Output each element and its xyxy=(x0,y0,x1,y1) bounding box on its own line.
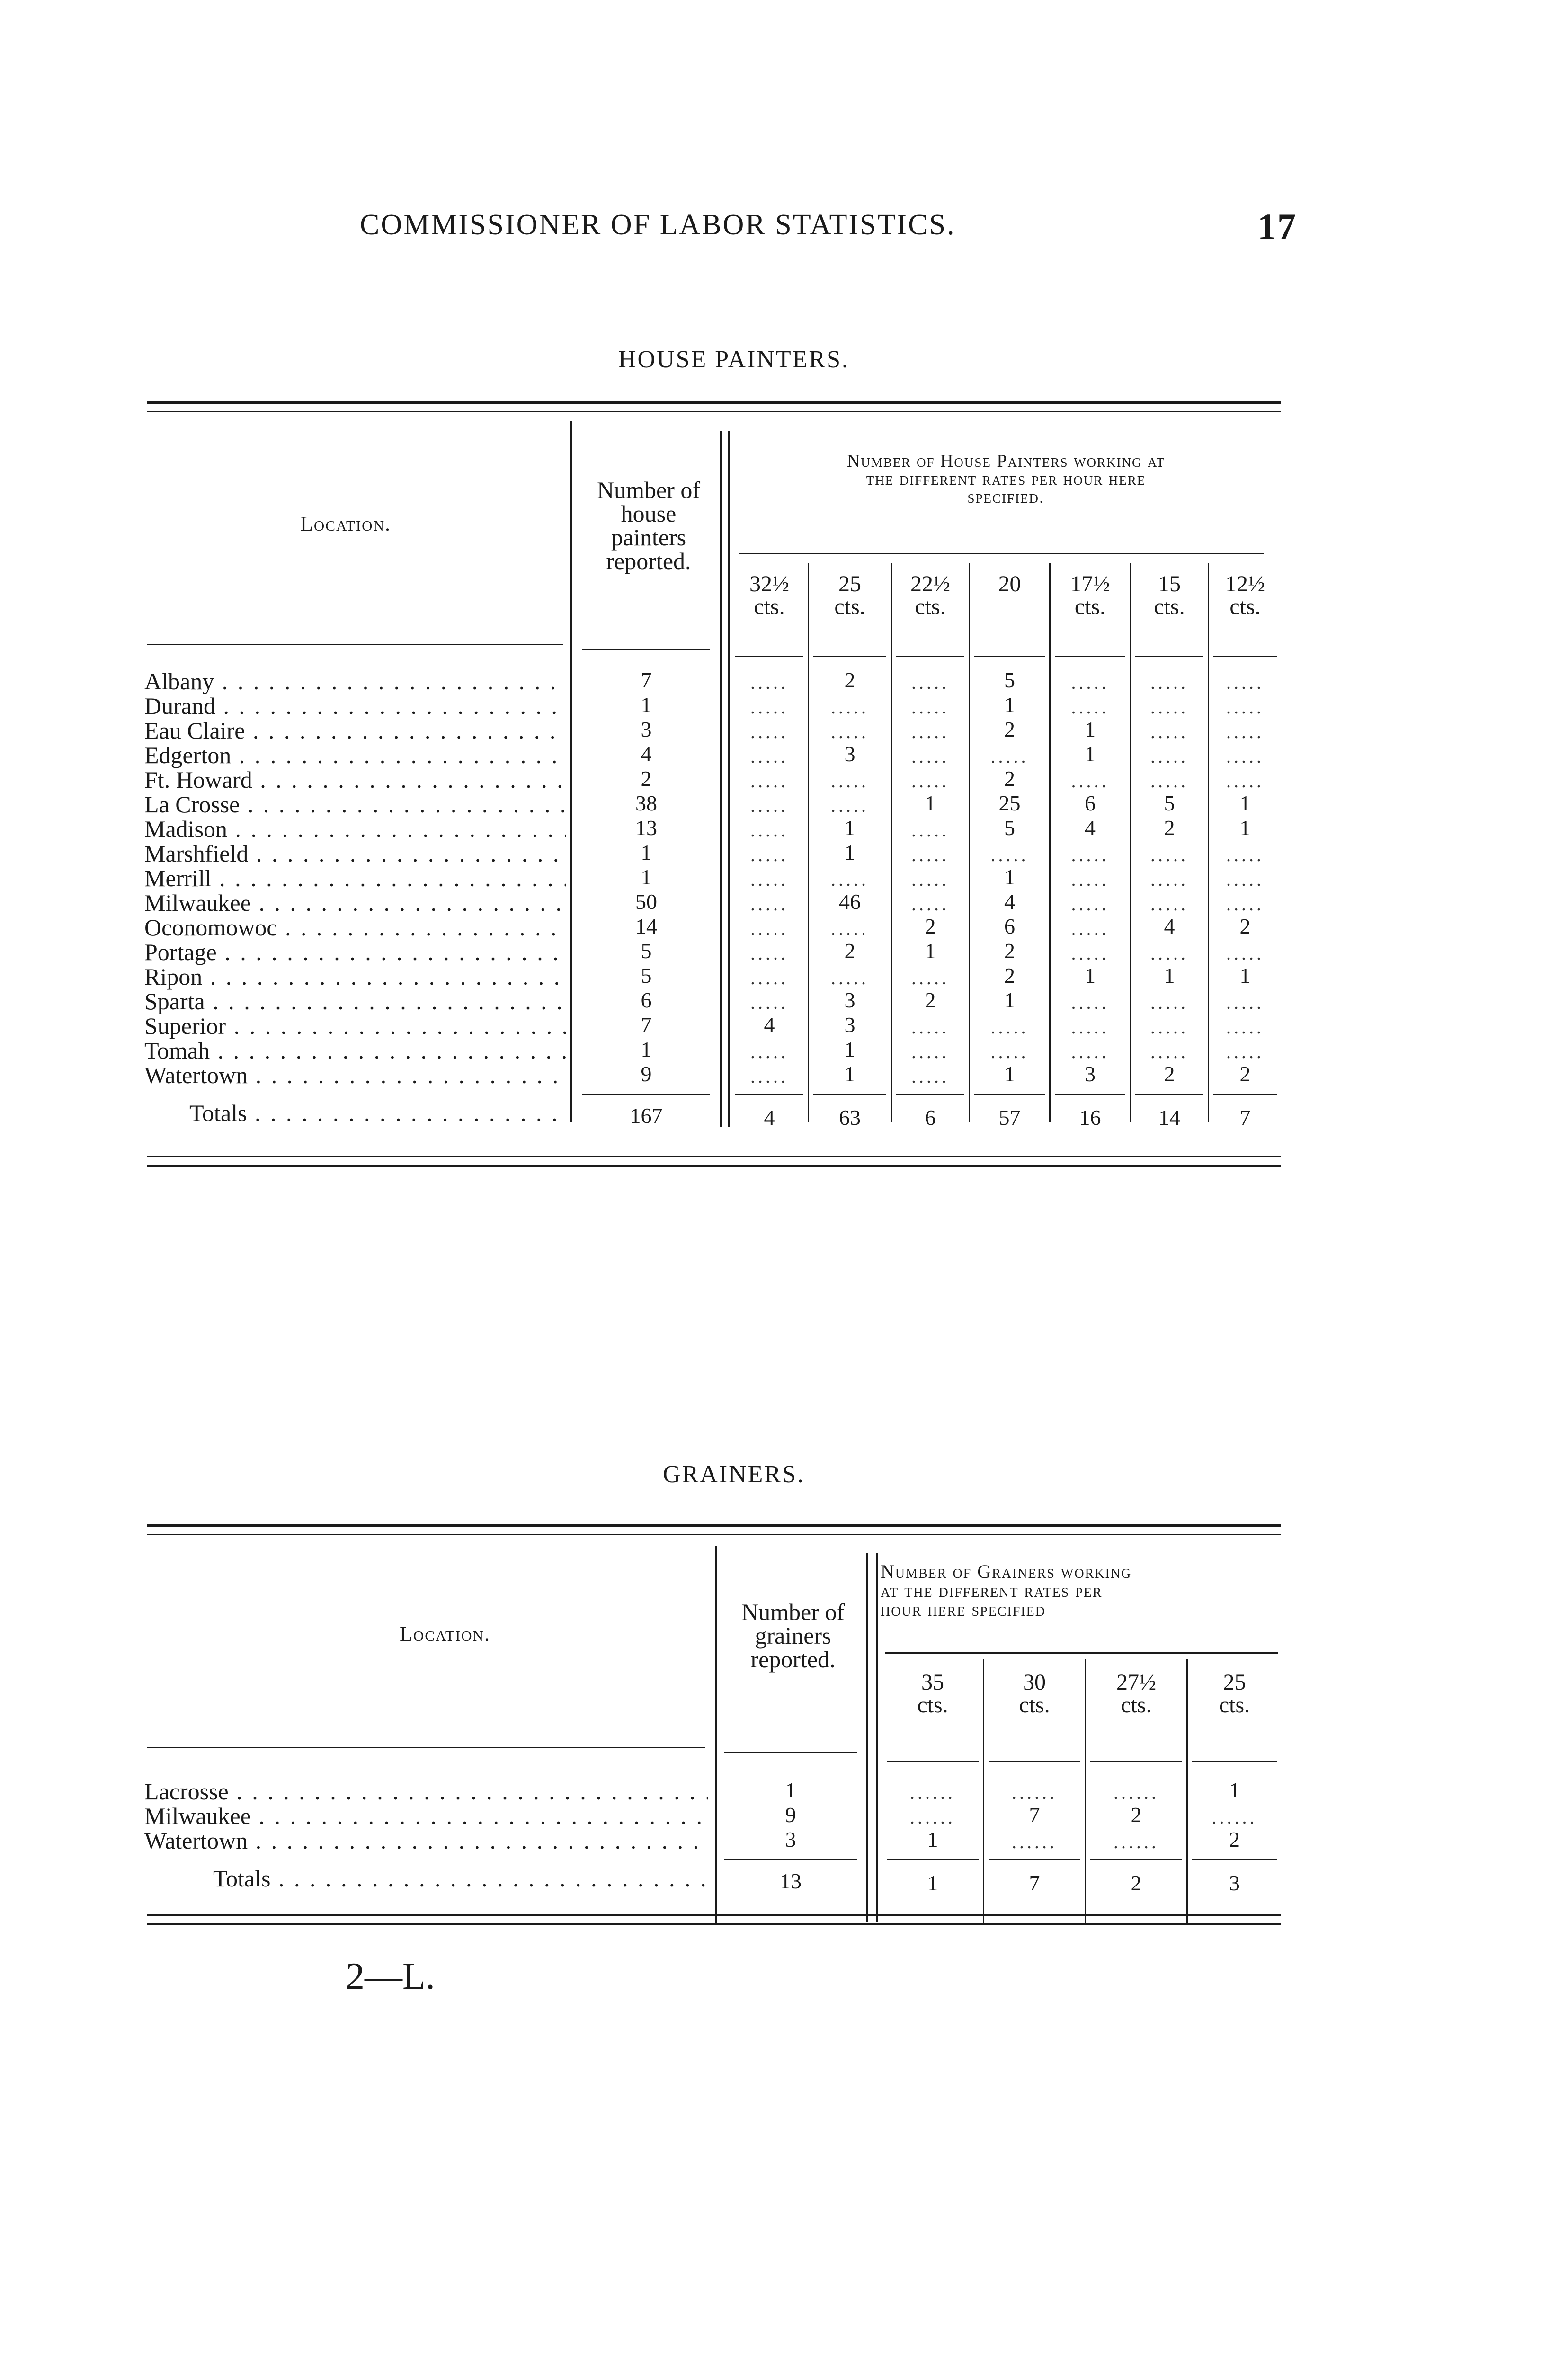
painters-location-header-line: Location. xyxy=(300,512,391,535)
painters-row-rate-value: 2 xyxy=(1004,766,1015,791)
painters-row-rate-empty: ..... xyxy=(1226,869,1264,890)
painters-row-count: 1 xyxy=(641,1037,652,1061)
grainers-rate-header-line: cts. xyxy=(917,1692,948,1717)
painters-row-rate-value: 2 xyxy=(844,668,855,692)
painters-row-rate-empty: ..... xyxy=(750,992,788,1013)
painters-row-count: 38 xyxy=(635,791,657,815)
painters-rate-header-line: cts. xyxy=(754,594,785,619)
painters-row-rate-empty: ..... xyxy=(831,869,869,890)
painters-row-rate-value: 2 xyxy=(1004,717,1015,741)
painters-row-count: 3 xyxy=(641,717,652,741)
painters-row-rate-empty: ..... xyxy=(1071,918,1109,939)
grainers-row-rate-empty: ...... xyxy=(1012,1782,1057,1803)
painters-row-rate-empty: ..... xyxy=(1150,992,1188,1013)
painters-row-rate-empty: ..... xyxy=(1071,893,1109,915)
grainers-row-location: Watertown . . . xyxy=(144,1827,708,1854)
grainers-rate-column-divider xyxy=(1186,1659,1188,1924)
painters-row-rate-value: 2 xyxy=(1164,1062,1175,1086)
painters-title: HOUSE PAINTERS. xyxy=(618,346,850,373)
grainers-divider-count-left xyxy=(715,1546,717,1924)
grainers-group-header xyxy=(881,1562,1283,1619)
painters-row-rate-empty: ..... xyxy=(911,1016,949,1038)
painters-row-rate-empty: ..... xyxy=(1226,1016,1264,1038)
grainers-rate-header-underline xyxy=(1192,1761,1277,1762)
painters-row-rate-empty: ..... xyxy=(1071,992,1109,1013)
painters-row-rate-empty: ..... xyxy=(1071,1016,1109,1038)
painters-row-rate-empty: ..... xyxy=(750,721,788,742)
painters-row-rate-value: 1 xyxy=(1164,963,1175,988)
painters-row-rate-empty: ..... xyxy=(1226,1041,1264,1062)
painters-row-rate-value: 1 xyxy=(925,791,936,815)
painters-row-rate-value: 2 xyxy=(1164,816,1175,840)
painters-row-rate-empty: ..... xyxy=(750,1066,788,1087)
painters-row-rate-value: 1 xyxy=(844,840,855,864)
painters-row-rate-value: 1 xyxy=(1004,988,1015,1012)
painters-row-rate-value: 4 xyxy=(1085,816,1096,840)
painters-row-rate-empty: ..... xyxy=(911,696,949,718)
painters-row-rate-empty: ..... xyxy=(750,795,788,816)
grainers-rate-header xyxy=(1188,1671,1281,1717)
grainers-totals-label: Totals . . . xyxy=(213,1865,708,1892)
painters-row-rate-empty: ..... xyxy=(1071,770,1109,792)
painters-row-rate-value: 3 xyxy=(844,1013,855,1037)
painters-row-count: 1 xyxy=(641,840,652,864)
painters-row-rate-empty: ..... xyxy=(1226,770,1264,792)
painters-totals-rate: 63 xyxy=(839,1105,861,1130)
painters-row-location: Superior . . . xyxy=(144,1012,566,1040)
painters-row-location: Oconomowoc . . . xyxy=(144,914,566,941)
painters-row-rate-empty: ..... xyxy=(831,721,869,742)
painters-row-location: La Crosse . . . xyxy=(144,791,566,818)
grainers-count-header xyxy=(717,1600,869,1671)
grainers-row-count: 1 xyxy=(785,1778,796,1802)
painters-totals-rate: 6 xyxy=(925,1105,936,1130)
grainers-rate-header-line: 35 xyxy=(921,1670,944,1695)
grainers-totals-rate: 1 xyxy=(927,1871,938,1895)
painters-row-count: 1 xyxy=(641,693,652,717)
painters-row-rate-empty: ..... xyxy=(1150,746,1188,767)
painters-row-rate-empty: ..... xyxy=(1071,672,1109,693)
painters-row-rate-value: 25 xyxy=(998,791,1021,815)
grainers-row-rate-empty: ...... xyxy=(1212,1806,1257,1828)
painters-row-rate-empty: ..... xyxy=(911,746,949,767)
grainers-group-header-rule xyxy=(885,1652,1278,1654)
painters-row-rate-empty: ..... xyxy=(1071,1041,1109,1062)
painters-row-rate-empty: ..... xyxy=(750,672,788,693)
painters-count-header-line: Number of xyxy=(597,477,700,503)
grainers-count-header-line: grainers xyxy=(755,1622,831,1649)
grainers-row-rate-value: 7 xyxy=(1029,1803,1040,1827)
painters-row-rate-empty: ..... xyxy=(750,819,788,841)
painters-row-rate-value: 5 xyxy=(1164,791,1175,815)
painters-row-rate-value: 1 xyxy=(1085,742,1096,766)
painters-row-rate-value: 3 xyxy=(844,742,855,766)
painters-totals-label: Totals . . . xyxy=(189,1099,566,1127)
grainers-rate-header xyxy=(1087,1671,1186,1717)
painters-group-header-line: the different rates per hour here xyxy=(866,469,1146,489)
grainers-location-header xyxy=(303,1624,587,1645)
painters-row-rate-empty: ..... xyxy=(1226,746,1264,767)
painters-row-rate-empty: ..... xyxy=(911,721,949,742)
painters-row-location: Milwaukee . . . xyxy=(144,889,566,917)
painters-row-rate-empty: ..... xyxy=(911,1066,949,1087)
grainers-totals-rate: 2 xyxy=(1131,1871,1142,1895)
painters-rate-header-line: cts. xyxy=(915,594,946,619)
grainers-rate-header-line: cts. xyxy=(1219,1692,1250,1717)
painters-rate-header-line: 15 xyxy=(1158,571,1181,596)
painters-row-rate-value: 3 xyxy=(844,988,855,1012)
painters-row-rate-value: 1 xyxy=(1004,693,1015,717)
painters-row-rate-value: 2 xyxy=(1239,914,1251,938)
grainers-rate-header xyxy=(985,1671,1084,1717)
painters-totals-rate: 7 xyxy=(1239,1105,1251,1130)
painters-group-header-line: specified. xyxy=(967,487,1045,507)
grainers-row-location: Lacrosse . . . xyxy=(144,1778,708,1805)
painters-group-header-line: Number of House Painters working at xyxy=(846,451,1166,471)
painters-row-count: 14 xyxy=(635,914,657,938)
grainers-rate-header-underline xyxy=(1090,1761,1182,1762)
painters-row-rate-empty: ..... xyxy=(1071,696,1109,718)
painters-row-rate-value: 2 xyxy=(1004,963,1015,988)
painters-totals-rate: 14 xyxy=(1158,1105,1180,1130)
painters-row-count: 9 xyxy=(641,1062,652,1086)
painters-row-rate-empty: ..... xyxy=(911,893,949,915)
painters-row-rate-empty: ..... xyxy=(1150,943,1188,964)
painters-count-header-line: house xyxy=(621,500,677,527)
painters-row-rate-empty: ..... xyxy=(1226,672,1264,693)
grainers-group-header-line: at the different rates per xyxy=(881,1580,1103,1601)
painters-rate-header-line: 12½ xyxy=(1225,571,1265,596)
painters-row-rate-value: 6 xyxy=(1004,914,1015,938)
painters-row-rate-empty: ..... xyxy=(911,844,949,865)
grainers-rate-header-line: 25 xyxy=(1223,1670,1246,1695)
painters-row-rate-empty: ..... xyxy=(1071,869,1109,890)
painters-row-location: Ft. Howard . . . xyxy=(144,766,566,793)
painters-rate-header-line: 32½ xyxy=(749,571,789,596)
painters-row-count: 13 xyxy=(635,816,657,840)
painters-row-rate-empty: ..... xyxy=(750,696,788,718)
painters-row-rate-empty: ..... xyxy=(911,672,949,693)
grainers-totals-rule-rate xyxy=(989,1859,1080,1860)
painters-row-count: 7 xyxy=(641,668,652,692)
painters-row-rate-empty: ..... xyxy=(1150,893,1188,915)
painters-row-rate-empty: ..... xyxy=(750,844,788,865)
grainers-count-header-line: reported. xyxy=(750,1646,836,1673)
painters-row-rate-value: 2 xyxy=(925,988,936,1012)
painters-row-rate-empty: ..... xyxy=(831,795,869,816)
painters-row-rate-value: 1 xyxy=(1239,816,1251,840)
painters-row-rate-empty: ..... xyxy=(750,967,788,988)
painters-row-count: 5 xyxy=(641,963,652,988)
painters-totals-rate: 4 xyxy=(764,1105,775,1130)
painters-rate-header-line: cts. xyxy=(1074,594,1106,619)
grainers-rate-header-line: cts. xyxy=(1019,1692,1050,1717)
painters-row-rate-empty: ..... xyxy=(1150,1016,1188,1038)
painters-row-rate-empty: ..... xyxy=(1226,844,1264,865)
painters-row-rate-empty: ..... xyxy=(1226,696,1264,718)
painters-row-location: Albany . . . xyxy=(144,667,566,695)
painters-row-location: Marshfield . . . xyxy=(144,840,566,867)
grainers-rate-header-underline xyxy=(989,1761,1080,1762)
painters-row-rate-empty: ..... xyxy=(911,1041,949,1062)
painters-row-rate-value: 1 xyxy=(1085,717,1096,741)
painters-row-rate-empty: ..... xyxy=(831,918,869,939)
painters-row-rate-value: 1 xyxy=(1004,1062,1015,1086)
page-number: 17 xyxy=(1257,206,1297,247)
painters-totals-count: 167 xyxy=(630,1103,663,1128)
painters-row-rate-value: 2 xyxy=(1239,1062,1251,1086)
grainers-rate-column-divider xyxy=(1085,1659,1086,1924)
painters-count-header-line: painters xyxy=(611,524,686,551)
grainers-divider-group xyxy=(876,1553,878,1922)
painters-row-rate-empty: ..... xyxy=(750,893,788,915)
grainers-group-header-line: Number of Grainers working xyxy=(881,1561,1132,1582)
painters-row-rate-value: 1 xyxy=(1239,963,1251,988)
running-head-title: COMMISSIONER OF LABOR STATISTICS. xyxy=(360,209,956,241)
signature-mark: 2—L. xyxy=(346,1956,435,1997)
painters-row-rate-empty: ..... xyxy=(1150,721,1188,742)
grainers-row-rate-empty: ...... xyxy=(910,1806,955,1828)
painters-rate-header-line: cts. xyxy=(834,594,865,619)
grainers-double-rule-top-b xyxy=(147,1534,1281,1535)
painters-rate-header-line: cts. xyxy=(1154,594,1185,619)
painters-row-rate-empty: ..... xyxy=(911,819,949,841)
painters-row-rate-empty: ..... xyxy=(750,918,788,939)
painters-rate-header-line: 25 xyxy=(838,571,861,596)
painters-row-location: Watertown . . . xyxy=(144,1061,566,1089)
painters-totals-rate: 57 xyxy=(998,1105,1021,1130)
painters-row-location: Ripon . . . xyxy=(144,963,566,990)
painters-row-rate-empty: ..... xyxy=(990,746,1029,767)
painters-row-rate-value: 5 xyxy=(1004,816,1015,840)
painters-row-rate-empty: ..... xyxy=(1150,696,1188,718)
painters-row-rate-empty: ..... xyxy=(1226,893,1264,915)
painters-row-rate-empty: ..... xyxy=(831,770,869,792)
painters-row-rate-value: 4 xyxy=(1164,914,1175,938)
grainers-count-header-underline xyxy=(724,1752,857,1753)
grainers-double-rule-top-a xyxy=(147,1524,1281,1527)
painters-row-rate-empty: ..... xyxy=(1150,770,1188,792)
painters-row-location: Eau Claire . . . xyxy=(144,717,566,744)
painters-row-count: 5 xyxy=(641,939,652,963)
painters-rate-header-line: 20 xyxy=(998,571,1021,596)
painters-row-count: 6 xyxy=(641,988,652,1012)
painters-rate-header-line: 17½ xyxy=(1070,571,1110,596)
painters-row-rate-empty: ..... xyxy=(911,967,949,988)
grainers-count-header-line: Number of xyxy=(741,1599,845,1625)
painters-row-rate-value: 5 xyxy=(1004,668,1015,692)
painters-row-rate-value: 1 xyxy=(925,939,936,963)
grainers-row-rate-empty: ...... xyxy=(1114,1831,1159,1852)
grainers-row-rate-value: 2 xyxy=(1229,1827,1240,1851)
painters-row-rate-empty: ..... xyxy=(750,770,788,792)
painters-row-rate-empty: ..... xyxy=(990,1041,1029,1062)
grainers-row-rate-empty: ...... xyxy=(1012,1831,1057,1852)
grainers-rate-header-underline xyxy=(887,1761,979,1762)
painters-row-location: Edgerton . . . xyxy=(144,741,566,769)
grainers-totals-rate: 3 xyxy=(1229,1871,1240,1895)
painters-row-rate-empty: ..... xyxy=(1226,992,1264,1013)
grainers-location-header-underline xyxy=(147,1747,705,1748)
grainers-row-count: 9 xyxy=(785,1803,796,1827)
painters-row-rate-empty: ..... xyxy=(831,967,869,988)
grainers-title: GRAINERS. xyxy=(662,1461,805,1488)
painters-row-rate-value: 1 xyxy=(1004,865,1015,889)
painters-row-location: Portage . . . xyxy=(144,938,566,966)
painters-row-rate-empty: ..... xyxy=(750,943,788,964)
grainers-double-rule-bottom-a xyxy=(147,1914,1281,1916)
grainers-totals-rule-rate xyxy=(1192,1859,1277,1860)
painters-row-rate-value: 1 xyxy=(844,1037,855,1061)
painters-row-rate-value: 4 xyxy=(764,1013,775,1037)
painters-row-count: 7 xyxy=(641,1013,652,1037)
painters-row-rate-empty: ..... xyxy=(1150,869,1188,890)
painters-row-rate-empty: ..... xyxy=(750,869,788,890)
painters-row-rate-value: 1 xyxy=(844,1062,855,1086)
painters-row-rate-value: 2 xyxy=(844,939,855,963)
grainers-totals-count: 13 xyxy=(780,1869,802,1893)
painters-row-rate-empty: ..... xyxy=(990,844,1029,865)
painters-row-rate-value: 1 xyxy=(844,816,855,840)
painters-rate-header-line: 22½ xyxy=(910,571,950,596)
grainers-row-rate-empty: ...... xyxy=(1114,1782,1159,1803)
painters-row-location: Tomah . . . xyxy=(144,1037,566,1064)
painters-row-location: Madison . . . xyxy=(144,815,566,843)
grainers-rate-header-line: 30 xyxy=(1023,1670,1046,1695)
painters-row-rate-value: 2 xyxy=(1004,939,1015,963)
painters-row-location: Merrill . . . xyxy=(144,864,566,892)
painters-row-count: 1 xyxy=(641,865,652,889)
grainers-totals-rule-count xyxy=(724,1859,857,1860)
painters-row-rate-empty: ..... xyxy=(990,1016,1029,1038)
grainers-location-header-line: Location. xyxy=(400,1622,490,1646)
painters-row-rate-empty: ..... xyxy=(911,869,949,890)
painters-row-rate-empty: ..... xyxy=(1071,844,1109,865)
painters-row-count: 2 xyxy=(641,766,652,791)
painters-row-rate-empty: ..... xyxy=(1226,943,1264,964)
painters-row-count: 4 xyxy=(641,742,652,766)
grainers-totals-rate: 7 xyxy=(1029,1871,1040,1895)
painters-row-location: Durand . . . xyxy=(144,692,566,720)
grainers-row-rate-empty: ...... xyxy=(910,1782,955,1803)
painters-row-rate-value: 2 xyxy=(925,914,936,938)
grainers-double-rule-bottom-b xyxy=(147,1923,1281,1925)
painters-row-rate-value: 6 xyxy=(1085,791,1096,815)
grainers-row-rate-value: 2 xyxy=(1131,1803,1142,1827)
painters-row-rate-empty: ..... xyxy=(911,770,949,792)
painters-totals-rate: 16 xyxy=(1079,1105,1101,1130)
painters-row-rate-empty: ..... xyxy=(1071,943,1109,964)
painters-row-rate-empty: ..... xyxy=(750,1041,788,1062)
painters-row-rate-empty: ..... xyxy=(1150,844,1188,865)
grainers-rate-header-line: cts. xyxy=(1121,1692,1152,1717)
grainers-row-rate-value: 1 xyxy=(927,1827,938,1851)
grainers-totals-rule-rate xyxy=(1090,1859,1182,1860)
painters-row-rate-value: 3 xyxy=(1085,1062,1096,1086)
painters-count-header-line: reported. xyxy=(606,548,691,574)
grainers-rate-column-divider xyxy=(983,1659,984,1924)
painters-row-count: 50 xyxy=(635,890,657,914)
painters-row-location: Sparta . . . xyxy=(144,988,566,1015)
painters-row-rate-empty: ..... xyxy=(1150,672,1188,693)
grainers-row-count: 3 xyxy=(785,1827,796,1851)
painters-row-rate-value: 46 xyxy=(839,890,861,914)
painters-row-rate-empty: ..... xyxy=(750,746,788,767)
painters-row-rate-empty: ..... xyxy=(1150,1041,1188,1062)
grainers-row-rate-value: 1 xyxy=(1229,1778,1240,1802)
grainers-row-location: Milwaukee . . . xyxy=(144,1802,708,1830)
painters-row-rate-value: 1 xyxy=(1239,791,1251,815)
grainers-totals-rule-rate xyxy=(887,1859,979,1860)
painters-row-rate-empty: ..... xyxy=(1226,721,1264,742)
grainers-rate-header xyxy=(883,1671,982,1717)
grainers-group-header-line: hour here specified xyxy=(881,1599,1046,1620)
painters-row-rate-value: 1 xyxy=(1085,963,1096,988)
painters-rate-header-line: cts. xyxy=(1229,594,1261,619)
grainers-rate-header-line: 27½ xyxy=(1116,1670,1156,1695)
painters-row-rate-value: 4 xyxy=(1004,890,1015,914)
painters-row-rate-empty: ..... xyxy=(831,696,869,718)
